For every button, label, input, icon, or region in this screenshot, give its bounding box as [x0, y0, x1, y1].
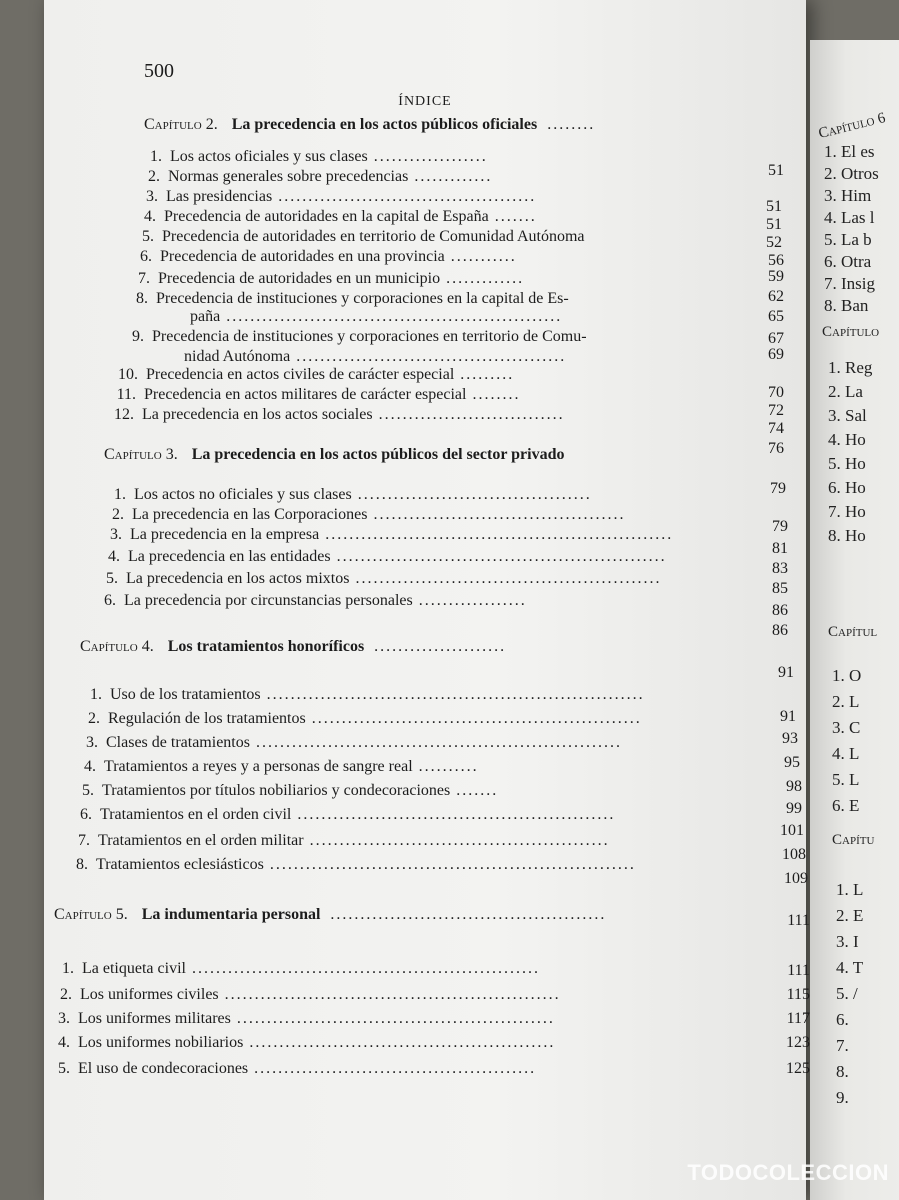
page-ref: 76 — [768, 440, 784, 457]
page-ref: 91 — [778, 664, 794, 681]
page-ref: 108 — [782, 846, 806, 863]
toc-entry: 1. Los actos no oficiales y sus clases ....................................... — [114, 486, 592, 503]
facing-entry: 7. Ho — [828, 502, 866, 521]
facing-entry: 4. L — [832, 744, 860, 763]
page-ref: 72 — [768, 402, 784, 419]
toc-entry: 4. Tratamientos a reyes y a personas de sangre real .......... — [84, 758, 479, 775]
facing-entry: 2. Otros — [824, 164, 879, 183]
facing-chapter-heading: Capítu — [832, 832, 875, 848]
toc-entry: 8. Precedencia de instituciones y corporaciones en la capital de Es- — [136, 290, 569, 307]
facing-entry: 5. / — [836, 984, 858, 1003]
toc-entry: 7. Precedencia de autoridades en un municipio ............. — [138, 270, 525, 287]
page-ref: 93 — [782, 730, 798, 747]
toc-entry-continuation: paña ........................................................ — [190, 308, 563, 325]
page-ref: 95 — [784, 754, 800, 771]
toc-entry: 11. Precedencia en actos militares de carácter especial ........ — [116, 386, 521, 403]
facing-entry: 3. Him — [824, 186, 872, 205]
facing-entry: 7. — [836, 1036, 849, 1055]
page-ref: 85 — [772, 580, 788, 597]
toc-entry: 12. La precedencia en los actos sociales ............................... — [114, 406, 565, 423]
facing-entry: 1. L — [836, 880, 864, 899]
page-ref: 67 — [768, 330, 784, 347]
toc-entry: 6. Tratamientos en el orden civil ..................................................... — [80, 806, 616, 823]
toc-entry: 3. Las presidencias ........................................... — [146, 188, 537, 205]
chapter-heading: Capítulo 5. La indumentaria personal .............................................. — [54, 906, 607, 923]
facing-entry: 4. Ho — [828, 430, 866, 449]
facing-entry: 5. L — [832, 770, 860, 789]
facing-entry: 1. O — [832, 666, 862, 685]
page-number: 500 — [144, 60, 174, 82]
page-ref: 79 — [772, 518, 788, 535]
chapter-heading — [104, 446, 564, 464]
page-ref: 98 — [786, 778, 802, 795]
page-ref: 117 — [786, 1010, 810, 1027]
facing-entry: 6. Ho — [828, 478, 866, 497]
page-ref: 74 — [768, 420, 784, 437]
page-ref: 101 — [780, 822, 804, 839]
facing-entry: 3. C — [832, 718, 861, 737]
page-ref: 86 — [772, 622, 788, 639]
page-ref: 62 — [768, 288, 784, 305]
chapter-label: Capítulo 3. — [104, 446, 178, 463]
page-ref: 115 — [786, 986, 810, 1003]
page-ref: 59 — [768, 268, 784, 285]
page-ref: 86 — [772, 602, 788, 619]
toc-entry: 6. Precedencia de autoridades en una provincia ........... — [140, 248, 517, 265]
facing-page — [810, 40, 899, 1200]
page-ref: 69 — [768, 346, 784, 363]
toc-entry: 2. La precedencia en las Corporaciones .......................................... — [112, 506, 626, 523]
toc-entry: 3. Clases de tratamientos ............................................................. — [86, 734, 622, 751]
toc-entry: 5. Precedencia de autoridades en territorio de Comunidad Autónoma — [142, 228, 585, 245]
toc-entry: 5. Tratamientos por títulos nobiliarios y condecoraciones ....... — [82, 782, 499, 799]
page-ref: 83 — [772, 560, 788, 577]
toc-entry: 1. La etiqueta civil .......................................................... — [62, 960, 540, 977]
chapter-label: Capítulo 4. — [80, 638, 154, 655]
chapter-heading: Capítulo 2. La precedencia en los actos públicos oficiales ........ — [144, 116, 596, 133]
toc-entry: 6. La precedencia por circunstancias personales .................. — [104, 592, 527, 609]
toc-entry: 9. Precedencia de instituciones y corporaciones en territorio de Comu- — [132, 328, 587, 345]
toc-entry: 5. El uso de condecoraciones ............................................... — [58, 1060, 537, 1077]
facing-entry: 8. Ban — [824, 296, 869, 315]
facing-chapter-heading: Capítulo — [822, 324, 880, 340]
facing-entry: 8. Ho — [828, 526, 866, 545]
running-head: ÍNDICE — [398, 94, 452, 109]
facing-entry: 1. El es — [824, 142, 875, 161]
facing-entry: 7. Insig — [824, 274, 875, 293]
toc-entry: 1. Uso de los tratamientos ............................................................... — [90, 686, 645, 703]
toc-entry: 1. Los actos oficiales y sus clases ................... — [150, 148, 488, 165]
facing-entry: 2. La — [828, 382, 863, 401]
facing-entry: 6. — [836, 1010, 849, 1029]
toc-entry: 2. Los uniformes civiles ........................................................ — [60, 986, 561, 1003]
facing-entry: 4. T — [836, 958, 864, 977]
chapter-title: Los tratamientos honoríficos — [167, 638, 365, 655]
facing-entry: 2. L — [832, 692, 860, 711]
page-ref: 123 — [786, 1034, 810, 1051]
chapter-label: Capítulo 2. — [144, 116, 218, 133]
toc-entry: 4. Los uniformes nobiliarios ................................................... — [58, 1034, 556, 1051]
page-ref: 111 — [787, 962, 810, 979]
page-ref: 91 — [780, 708, 796, 725]
toc-entry: 3. La precedencia en la empresa .......................................................... — [110, 526, 674, 543]
facing-entry: 3. Sal — [828, 406, 867, 425]
page-ref: 99 — [786, 800, 802, 817]
chapter-heading: Capítulo 4. Los tratamientos honoríficos ...................... — [80, 638, 507, 655]
facing-entry: 5. La b — [824, 230, 872, 249]
page-ref: 51 — [766, 198, 782, 215]
book-page — [44, 0, 810, 1200]
toc-entry: 2. Normas generales sobre precedencias ............. — [148, 168, 493, 185]
toc-entry: 4. La precedencia en las entidades ....................................................... — [108, 548, 667, 565]
chapter-title: La precedencia en los actos públicos del sector privado — [191, 446, 565, 463]
page-ref: 70 — [768, 384, 784, 401]
page-ref: 56 — [768, 252, 784, 269]
page-ref: 81 — [772, 540, 788, 557]
page-ref: 79 — [770, 480, 786, 497]
facing-entry: 4. Las l — [824, 208, 875, 227]
facing-entry: 6. Otra — [824, 252, 872, 271]
toc-entry-continuation: nidad Autónoma ............................................. — [184, 348, 567, 365]
toc-entry: 2. Regulación de los tratamientos ....................................................... — [88, 710, 642, 727]
facing-entry: 1. Reg — [828, 358, 873, 377]
facing-chapter-heading: Capítul — [828, 624, 878, 640]
facing-entry: 8. — [836, 1062, 849, 1081]
page-ref: 109 — [784, 870, 808, 887]
facing-entry: 9. — [836, 1088, 849, 1107]
toc-entry: 7. Tratamientos en el orden militar .................................................. — [78, 832, 610, 849]
toc-entry: 8. Tratamientos eclesiásticos ............................................................. — [76, 856, 636, 873]
page-ref: 65 — [768, 308, 784, 325]
chapter-title: La indumentaria personal — [141, 906, 321, 923]
table-of-contents — [44, 0, 810, 1200]
chapter-label: Capítulo 5. — [54, 906, 128, 923]
page-ref: 51 — [768, 162, 784, 179]
facing-chapter-heading: Capítulo 6 — [816, 109, 888, 143]
facing-entry: 5. Ho — [828, 454, 866, 473]
page-ref: 111 — [787, 912, 810, 929]
page-ref: 52 — [766, 234, 782, 251]
page-ref: 125 — [786, 1060, 810, 1077]
facing-entry: 6. E — [832, 796, 860, 815]
facing-entry: 2. E — [836, 906, 864, 925]
watermark-text: TODOCOLECCION — [687, 1160, 889, 1185]
toc-entry: 10. Precedencia en actos civiles de carácter especial ......... — [118, 366, 515, 383]
page-ref: 51 — [766, 216, 782, 233]
toc-entry: 3. Los uniformes militares ..................................................... — [58, 1010, 555, 1027]
facing-entry: 3. I — [836, 932, 859, 951]
toc-entry: 4. Precedencia de autoridades en la capital de España ....... — [144, 208, 537, 225]
toc-entry: 5. La precedencia en los actos mixtos ................................................... — [106, 570, 662, 587]
chapter-title: La precedencia en los actos públicos oficiales — [231, 116, 538, 133]
